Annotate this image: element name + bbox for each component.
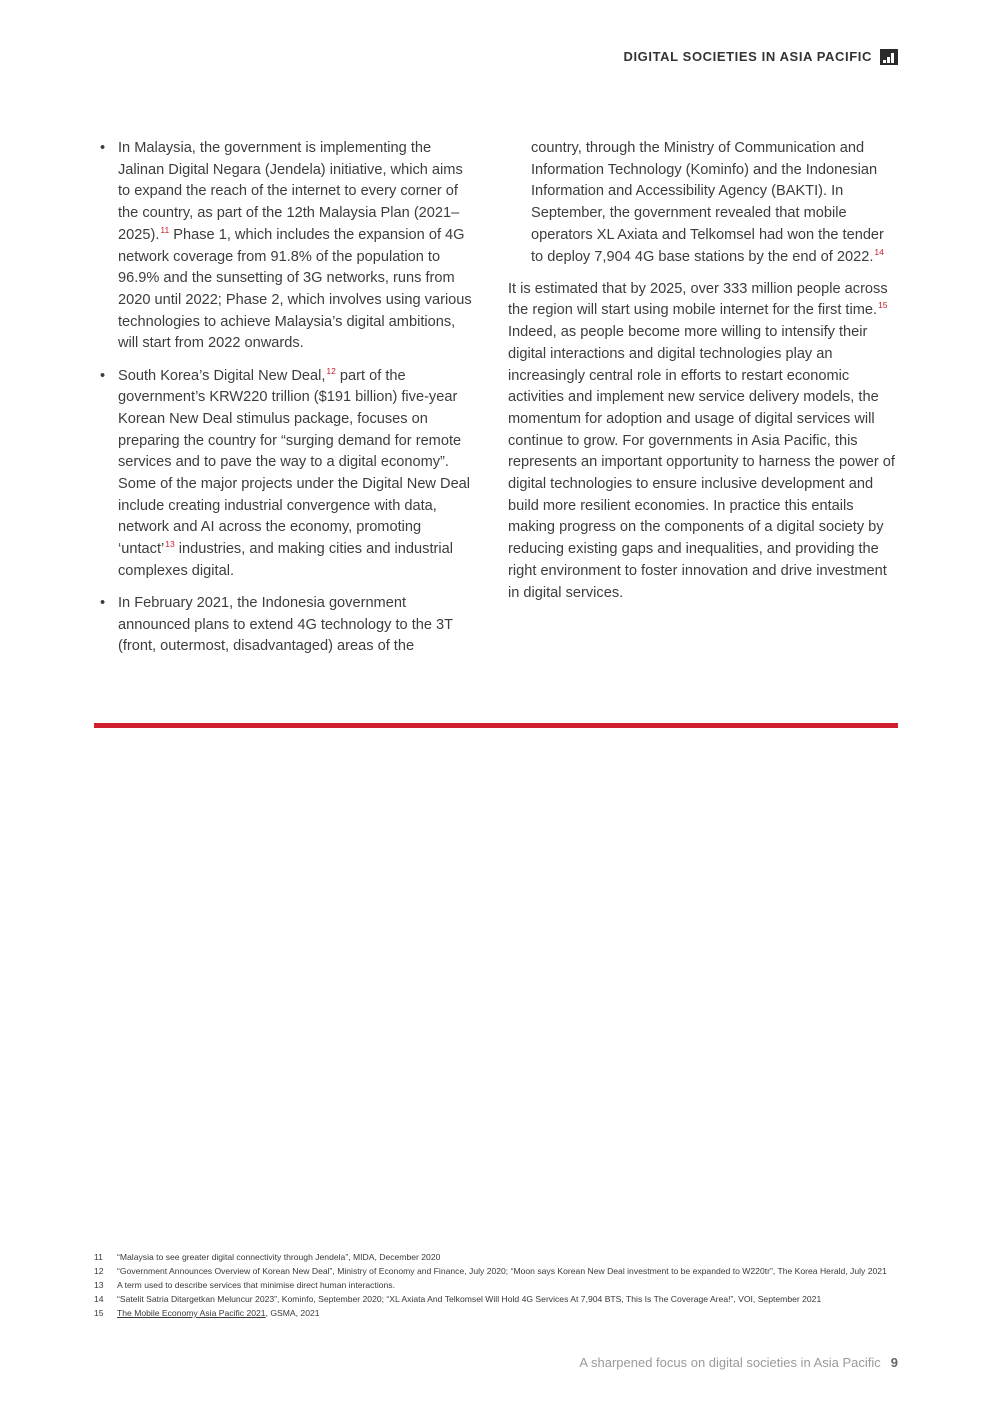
bullet-marker: •	[100, 595, 106, 612]
bullet-text: country, through the Ministry of Communication and Information Technology (Kominfo) and the Indonesian Information and Accessibility Agency (BAKTI). In September, the government revealed that mobile operators XL Axiata and Telkomsel had won the tender to deploy 7,904 4G base stations by the end of 2022.	[531, 140, 884, 265]
footnote-ref: 11	[160, 224, 170, 235]
footnote-number: 15	[94, 1308, 104, 1318]
footnote-text	[117, 1307, 898, 1320]
page-number: 9	[890, 1355, 898, 1370]
footnote-number: 12	[94, 1266, 104, 1276]
footnote-item	[94, 1279, 898, 1292]
paragraph-text: It is estimated that by 2025, over 333 million people across the region will start using mobile internet for the first time.	[508, 280, 888, 319]
left-column	[96, 138, 478, 669]
footnote-ref: 12	[326, 365, 336, 376]
footnotes	[94, 1251, 898, 1321]
bullet-text: In Malaysia, the government is implementing the Jalinan Digital Negara (Jendela) initiative, which aims to expand the reach of the internet to every corner of the country, as part of the 12th Malaysia Plan (2021–2025).	[118, 140, 463, 243]
bullet-marker: •	[100, 140, 106, 156]
bullet-indonesia-continued	[508, 138, 898, 268]
footnote-text: “Government Announces Overview of Korean New Deal”, Ministry of Economy and Finance, July 2020; “Moon says Korean New Deal investment to be expanded to W220tr”, The Korea Herald, July 2021	[117, 1266, 887, 1276]
footnote-text-tail: , GSMA, 2021	[265, 1308, 320, 1318]
footnote-text: A term used to describe services that minimise direct human interactions.	[117, 1280, 395, 1290]
bullet-text: South Korea’s Digital New Deal,	[118, 367, 326, 384]
section-divider	[94, 723, 898, 728]
footnote-ref: 15	[878, 300, 888, 311]
header-title: DIGITAL SOCIETIES IN ASIA PACIFIC	[623, 49, 872, 64]
bullet-text: In February 2021, the Indonesia government announced plans to extend 4G technology to the 3T (front, outermost, disadvantaged) areas of the	[118, 595, 453, 655]
footer-text: A sharpened focus on digital societies in Asia Pacific	[579, 1355, 881, 1370]
footnote-ref: 14	[874, 246, 884, 257]
footnote-text: “Satelit Satria Ditargetkan Meluncur 2023”, Kominfo, September 2020; “XL Axiata And Telkomsel Will Hold 4G Services At 7,904 BTS, This Is The Coverage Area!”, VOI, September 2021	[117, 1294, 822, 1304]
paragraph-text: Indeed, as people become more willing to intensify their digital interactions and digital technologies play an increasingly central role in efforts to restart economic activities and implement new service delivery models, the momentum for adoption and usage of digital services will continue to grow. For governments in Asia Pacific, this represents an important opportunity to harness the power of digital technologies to ensure inclusive development and build more resilient economies. In practice this entails making progress on the components of a digital society by reducing existing gaps and inequalities, and providing the right environment to foster innovation and drive investment in digital services.	[508, 324, 895, 601]
footnote-number: 11	[94, 1252, 103, 1262]
bullet-marker: •	[100, 367, 106, 384]
footnote-link[interactable]: The Mobile Economy Asia Pacific 2021	[117, 1308, 266, 1318]
page-footer	[579, 1355, 898, 1370]
bullet-south-korea	[96, 366, 478, 583]
footnote-text: “Malaysia to see greater digital connectivity through Jendela”, MIDA, December 2020	[117, 1252, 441, 1262]
footnote-number: 14	[94, 1294, 104, 1304]
footnote-item	[94, 1293, 898, 1306]
body-paragraph	[508, 279, 898, 605]
bullet-text: Phase 1, which includes the expansion of 4G network coverage from 91.8% of the population to 96.9% and the sunsetting of 3G networks, runs from 2020 until 2022; Phase 2, which involves using various technologies to achieve Malaysia’s digital ambitions, will start from 2022 onwards.	[118, 226, 472, 352]
bullet-indonesia	[96, 593, 478, 658]
bullet-text: industries, and making cities and industrial complexes digital.	[118, 541, 453, 579]
bullet-text: part of the government’s KRW220 trillion ($191 billion) five-year Korean New Deal stimulus package, focuses on preparing the country for “surging demand for remote services and to pave the way to a digital economy”. Some of the major projects under the Digital New Deal include creating industrial convergence with data, network and AI across the economy, promoting ‘untact’	[118, 367, 471, 558]
mobile-bars-icon	[880, 49, 898, 65]
footnote-ref: 13	[165, 539, 175, 550]
footnote-item	[94, 1251, 898, 1264]
footnote-item	[94, 1307, 898, 1320]
footnote-number: 13	[94, 1280, 104, 1290]
footnote-item	[94, 1265, 898, 1278]
right-column	[508, 138, 898, 604]
bullet-malaysia	[96, 138, 478, 355]
